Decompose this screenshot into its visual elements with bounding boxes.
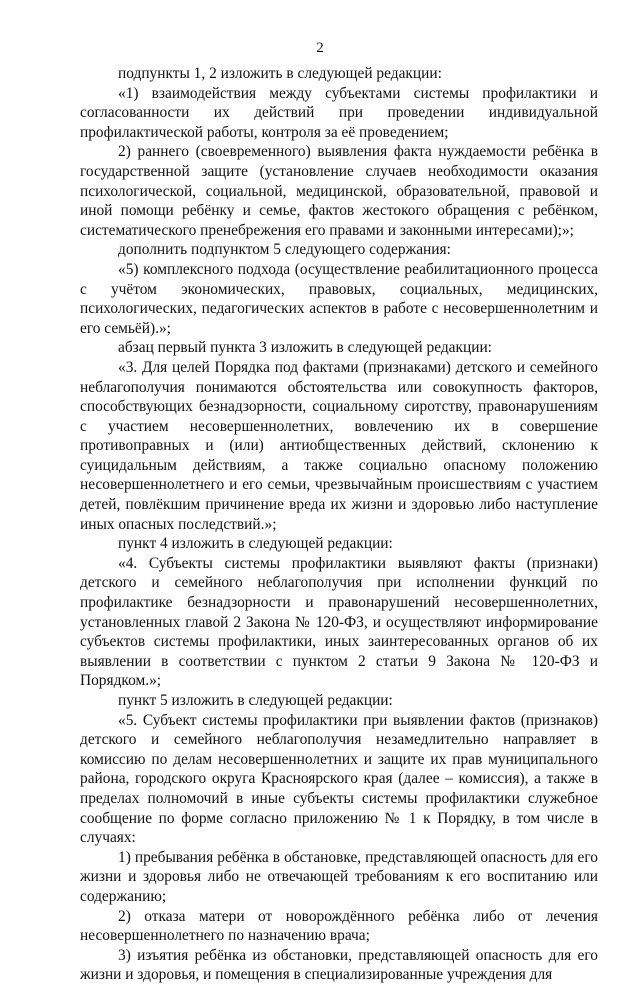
paragraph: пункт 4 изложить в следующей редакции: <box>118 535 393 553</box>
paragraph: 3) изъятия ребёнка из обстановки, представляющей опасность для его жизни и здоровья, и помещения в специализированные учреждения для <box>80 946 598 984</box>
paragraph: «1) взаимодействия между субъектами системы профилактики и согласованности их действий при проведении индивидуальной профилактической работы, контроля за её проведением; <box>80 84 598 141</box>
paragraph: 1) пребывания ребёнка в обстановке, представляющей опасность для его жизни и здоровья либо не отвечающей требованиям к его воспитанию или содержанию; <box>80 848 598 905</box>
paragraph: «5. Субъект системы профилактики при выявлении фактов (признаков) детского и семейного неблагополучия незамедлительно направляет в комиссию по делам несовершеннолетних и защите их прав муниципального района, городского округа Красноярского края (далее – комиссия), а также в пределах полномочий в иные субъекты системы профилактики служебное сообщение по форме согласно приложению № 1 к Порядку, в том числе в случаях: <box>80 711 598 847</box>
paragraph: «5) комплексного подхода (осуществление реабилитационного процесса с учётом экономических, правовых, социальных, медицинских, психологических, педагогических аспектов в работе с несовершеннолетним и его семьёй).»; <box>80 260 598 337</box>
paragraph: 2) отказа матери от новорождённого ребёнка либо от лечения несовершеннолетнего по назначению врача; <box>80 907 598 945</box>
paragraph: «3. Для целей Порядка под фактами (признаками) детского и семейного неблагополучия понимаются обстоятельства или совокупность факторов, способствующих безнадзорности, социальному сиротству, правонарушениям с участием несовершеннолетних, вовлечению их в совершение противоправных и (или) антиобщественных действий, склонению к суицидальным действиям, а также социально опасному положению несовершеннолетнего и его семьи, чрезвычайным происшествиям с участием детей, повлёкшим причинение вреда их жизни и здоровью либо наступление иных опасных последствий.»; <box>80 358 598 533</box>
paragraph: «4. Субъекты системы профилактики выявляют факты (признаки) детского и семейного неблагополучия при исполнении функций по профилактике безнадзорности и правонарушений несовершеннолетних, установленных главой 2 Закона № 120-ФЗ, и осуществляют информирование субъектов системы профилактики, иных заинтересованных органов об их выявлении в соответствии с пунктом 2 статьи 9 Закона № 120-ФЗ и Порядком.»; <box>80 554 598 690</box>
paragraph: абзац первый пункта 3 изложить в следующей редакции: <box>118 339 492 357</box>
page-number: 2 <box>316 40 324 56</box>
paragraph: подпункты 1, 2 изложить в следующей редакции: <box>118 65 442 82</box>
paragraph: 2) раннего (своевременного) выявления факта нуждаемости ребёнка в государственной защите (установление случаев необходимости оказания психологической, социальной, медицинской, образовательной, правовой и иной помощи ребёнку и семье, фактов жестокого обращения с ребёнком, систематического пренебрежения его правами и законными интересами);»; <box>80 143 598 239</box>
paragraph: дополнить подпунктом 5 следующего содержания: <box>118 241 451 259</box>
document-body <box>80 64 598 985</box>
paragraph: пункт 5 изложить в следующей редакции: <box>118 692 393 709</box>
